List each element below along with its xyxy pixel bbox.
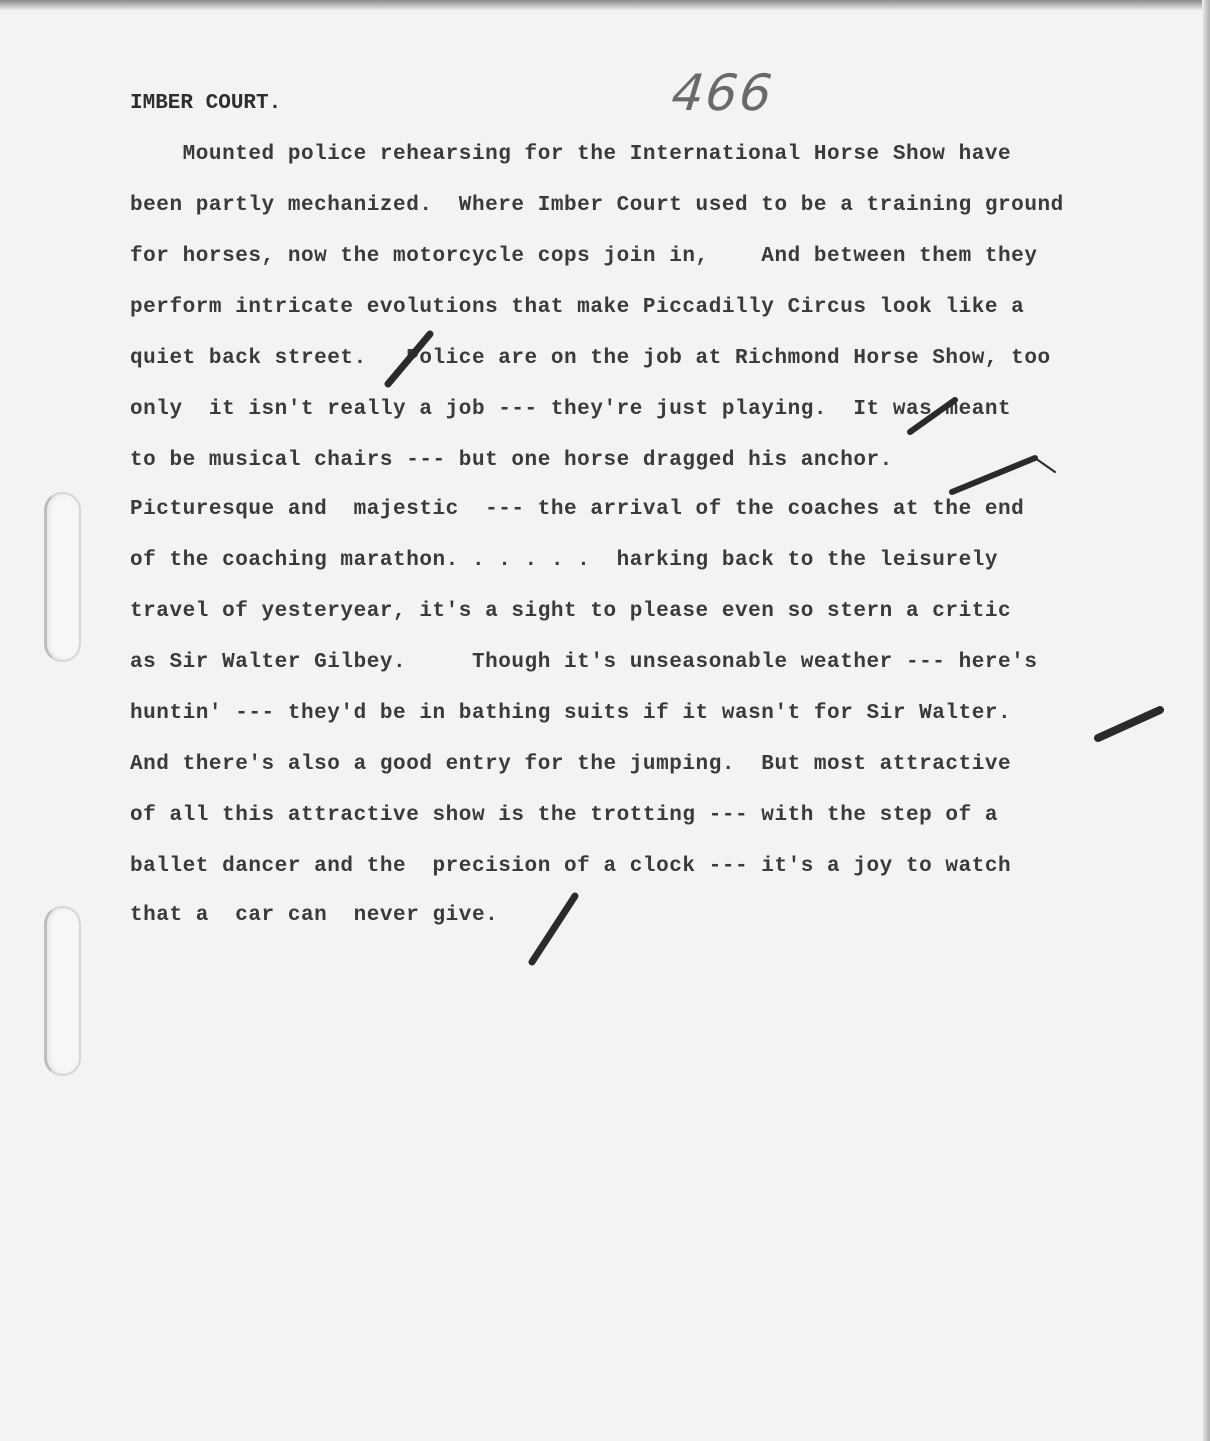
body-line: And there's also a good entry for the jumping. But most attractive <box>130 753 1012 776</box>
body-line: ballet dancer and the precision of a clock --- it's a joy to watch <box>130 855 1012 878</box>
slash-mark <box>1098 710 1160 738</box>
body-line: travel of yesteryear, it's a sight to please even so stern a critic <box>130 600 1012 623</box>
body-line: to be musical chairs --- but one horse dragged his anchor. <box>130 449 893 472</box>
body-line: Picturesque and majestic --- the arrival of the coaches at the end <box>130 498 1025 521</box>
slash-mark <box>1035 458 1055 472</box>
slash-mark <box>388 334 430 384</box>
body-line: quiet back street. Police are on the job at Richmond Horse Show, too <box>130 347 1051 370</box>
body-line: that a car can never give. <box>130 904 499 927</box>
body-line: of all this attractive show is the trotting --- with the step of a <box>130 804 999 827</box>
slash-mark <box>910 400 955 432</box>
body-line: only it isn't really a job --- they're just playing. It was meant <box>130 398 1012 421</box>
body-line: of the coaching marathon. . . . . . harking back to the leisurely <box>130 549 999 572</box>
document-heading: IMBER COURT. <box>130 92 282 115</box>
body-line: huntin' --- they'd be in bathing suits if it wasn't for Sir Walter. <box>130 702 1012 725</box>
body-line: been partly mechanized. Where Imber Court used to be a training ground <box>130 194 1064 217</box>
slash-mark <box>952 458 1035 492</box>
body-line: perform intricate evolutions that make Piccadilly Circus look like a <box>130 296 1025 319</box>
body-line: as Sir Walter Gilbey. Though it's unseasonable weather --- here's <box>130 651 1038 674</box>
body-line: for horses, now the motorcycle cops join in, And between them they <box>130 245 1038 268</box>
page-number-handwritten: 466 <box>668 64 777 122</box>
body-line: Mounted police rehearsing for the International Horse Show have <box>130 143 1012 166</box>
slash-mark <box>532 896 575 962</box>
